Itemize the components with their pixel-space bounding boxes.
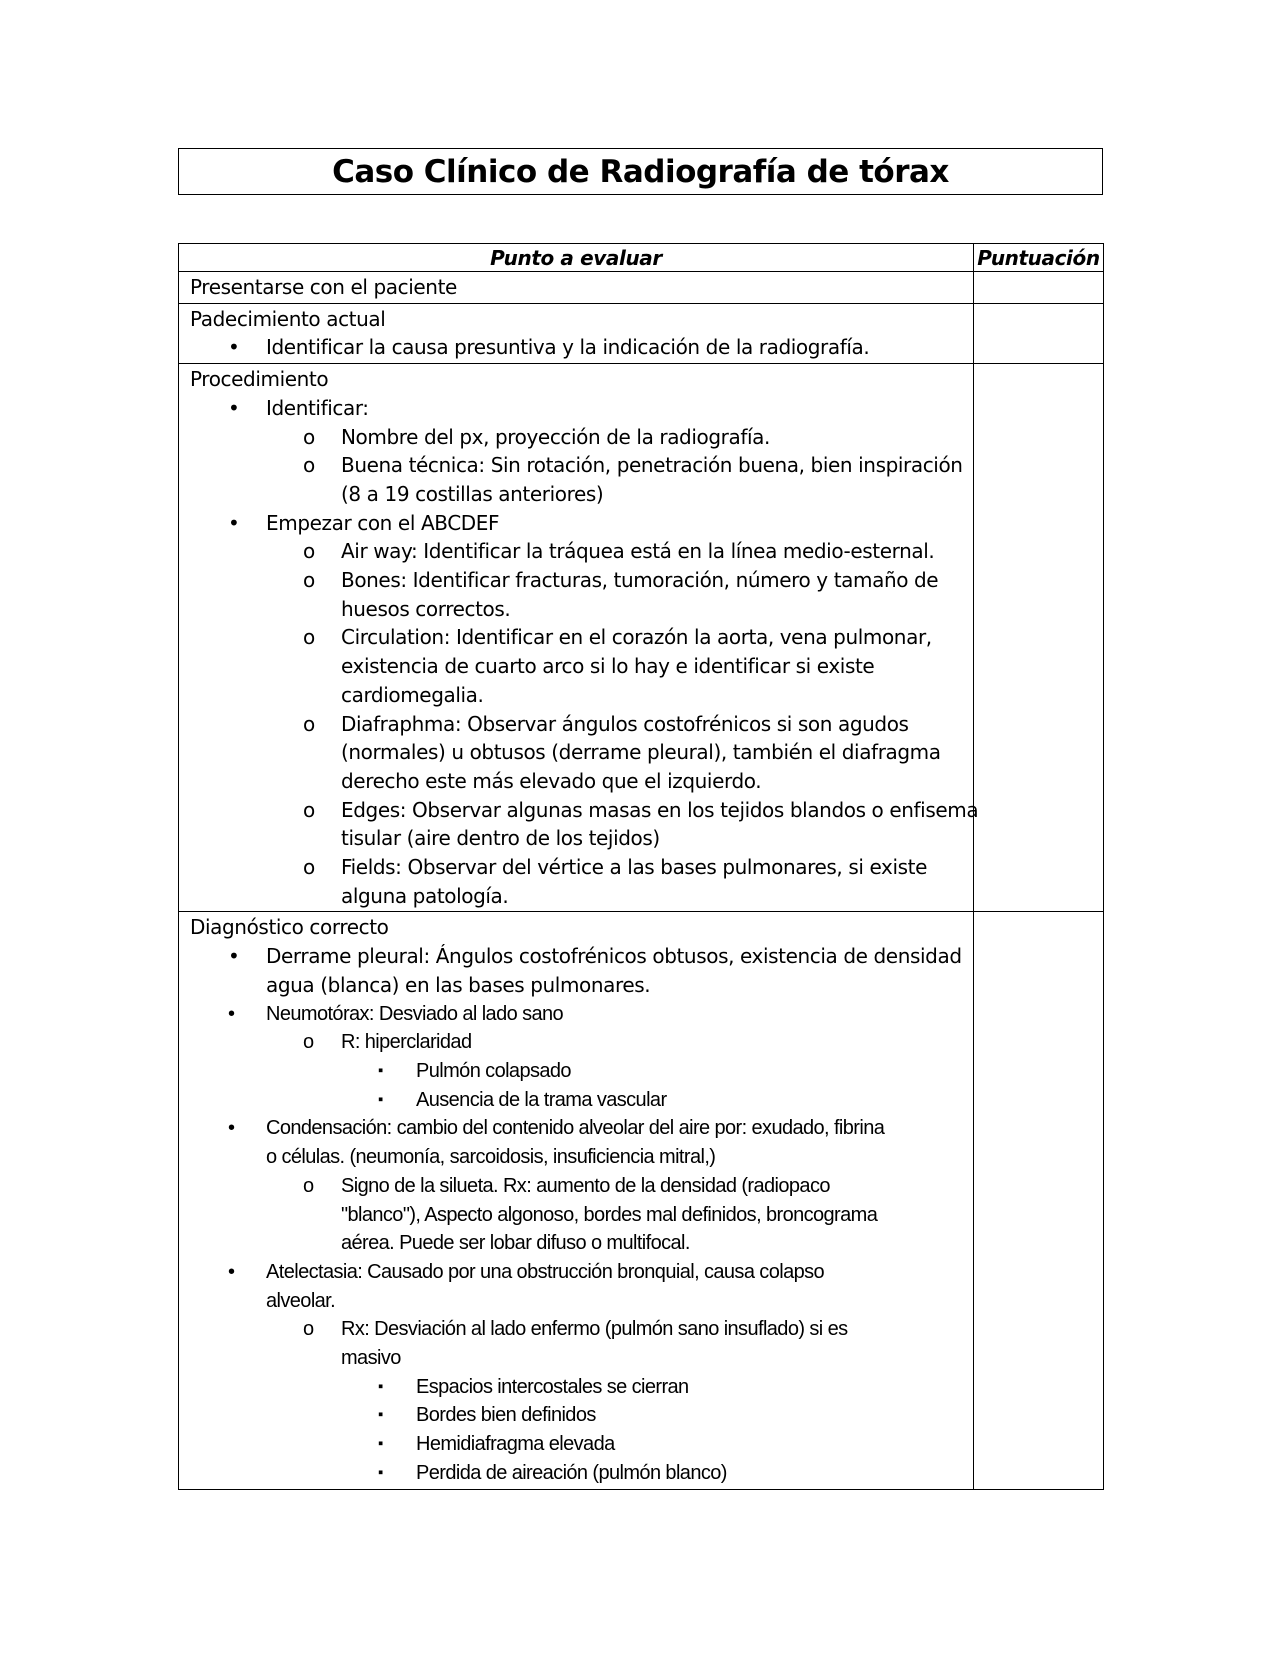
list-item	[190, 1086, 973, 1115]
list-item-text: Pulmón colapsado	[416, 1059, 571, 1082]
list-item-text: Diafraphma: Observar ángulos costofrénicos si son agudos	[341, 711, 909, 736]
list-item-text: R: hiperclaridad	[341, 1031, 472, 1054]
list-item-text: alveolar.	[266, 1289, 336, 1312]
criterion-cell	[179, 364, 979, 912]
list-item-text: Bordes bien definidos	[416, 1404, 596, 1427]
list-item-text: (8 a 19 costillas anteriores)	[341, 481, 604, 506]
list-item-text: Condensación: cambio del contenido alveolar del aire por: exudado, fibrina	[266, 1117, 885, 1140]
list-item	[190, 1114, 973, 1171]
square-bullet-icon: ▪	[378, 1061, 383, 1079]
score-cell[interactable]	[974, 303, 1104, 363]
criterion-cell	[179, 303, 974, 363]
criterion-heading: Padecimiento actual	[190, 306, 386, 331]
list-item	[190, 853, 973, 910]
table-row	[179, 364, 1104, 912]
list-item-text: Empezar con el ABCDEF	[266, 510, 500, 535]
criterion-heading: Presentarse con el paciente	[190, 275, 457, 299]
evaluation-table	[178, 243, 1104, 1490]
list-item-text: "blanco"), Aspecto algonoso, bordes mal definidos, broncograma	[341, 1203, 878, 1226]
score-cell[interactable]	[974, 272, 1104, 304]
circle-bullet-icon: o	[303, 1031, 314, 1054]
list-item-text: derecho este más elevado que el izquierdo.	[341, 768, 762, 793]
list-item-text: Neumotórax: Desviado al lado sano	[266, 1002, 564, 1025]
list-item-text: Signo de la silueta. Rx: aumento de la densidad (radiopaco	[341, 1174, 830, 1197]
list-item	[190, 1258, 973, 1315]
title-box	[178, 148, 1103, 195]
list-item	[190, 1459, 973, 1488]
square-bullet-icon: ▪	[378, 1377, 383, 1395]
table-row	[179, 272, 1104, 304]
list-item-text: Nombre del px, proyección de la radiografía.	[341, 424, 770, 449]
circle-bullet-icon: o	[303, 539, 315, 564]
list-item	[190, 509, 973, 538]
square-bullet-icon: ▪	[378, 1463, 383, 1481]
list-item-text: Atelectasia: Causado por una obstrucción bronquial, causa colapso	[266, 1260, 825, 1283]
list-item-text: Identificar:	[266, 395, 369, 420]
list-item	[190, 1373, 973, 1402]
list-item	[190, 1000, 973, 1029]
list-item-text: Derrame pleural: Ángulos costofrénicos obtusos, existencia de densidad	[266, 944, 962, 969]
header-score: Puntuación	[974, 244, 1104, 272]
list-item	[190, 1430, 973, 1459]
table-body	[179, 272, 1104, 1490]
criterion-heading: Diagnóstico correcto	[190, 915, 389, 940]
list-item-text: Perdida de aireación (pulmón blanco)	[416, 1461, 727, 1484]
list-item	[190, 394, 973, 423]
list-item-text: (normales) u obtusos (derrame pleural), también el diafragma	[341, 740, 941, 765]
bullet-icon: •	[228, 944, 240, 969]
square-bullet-icon: ▪	[378, 1406, 383, 1424]
list-item-text: Buena técnica: Sin rotación, penetración buena, bien inspiración	[341, 453, 963, 478]
score-cell[interactable]	[974, 364, 1104, 912]
list-item	[190, 942, 973, 999]
criterion-cell	[179, 912, 974, 1489]
list-item-text: tisular (aire dentro de los tejidos)	[341, 826, 660, 851]
list-item-text: aérea. Puede ser lobar difuso o multifocal.	[341, 1232, 690, 1255]
list-item-text: Identificar la causa presuntiva y la indicación de la radiografía.	[266, 335, 870, 360]
list-item	[190, 537, 973, 566]
document-title: Caso Clínico de Radiografía de tórax	[332, 153, 949, 190]
table-row	[179, 912, 1104, 1489]
square-bullet-icon: ▪	[378, 1090, 383, 1108]
circle-bullet-icon: o	[303, 797, 315, 822]
list-item-text: Espacios intercostales se cierran	[416, 1375, 689, 1398]
list-item	[190, 333, 973, 362]
bullet-icon: •	[228, 1002, 235, 1025]
square-bullet-icon: ▪	[378, 1435, 383, 1453]
list-item-text: cardiomegalia.	[341, 682, 484, 707]
list-item-text: Hemidiafragma elevada	[416, 1433, 615, 1456]
list-item-text: alguna patología.	[341, 883, 509, 908]
list-item	[190, 710, 973, 796]
circle-bullet-icon: o	[303, 625, 315, 650]
list-item-text: Edges: Observar algunas masas en los tejidos blandos o enfisema	[341, 797, 979, 822]
circle-bullet-icon: o	[303, 711, 315, 736]
circle-bullet-icon: o	[303, 855, 315, 880]
list-item	[190, 566, 973, 623]
bullet-icon: •	[228, 335, 240, 360]
bullet-icon: •	[228, 1260, 235, 1283]
circle-bullet-icon: o	[303, 1318, 314, 1341]
list-item-text: Fields: Observar del vértice a las bases pulmonares, si existe	[341, 855, 927, 880]
list-item-text: Circulation: Identificar en el corazón la aorta, vena pulmonar,	[341, 625, 932, 650]
list-item	[190, 796, 979, 853]
list-item	[190, 423, 973, 452]
list-item	[190, 1028, 973, 1057]
list-item-text: Rx: Desviación al lado enfermo (pulmón sano insuflado) si es	[341, 1318, 848, 1341]
list-item-text: agua (blanca) en las bases pulmonares.	[266, 972, 651, 997]
bullet-icon: •	[228, 510, 240, 535]
list-item-text: Ausencia de la trama vascular	[416, 1088, 667, 1111]
list-item	[190, 623, 973, 709]
list-item	[190, 1172, 973, 1258]
list-item-text: Bones: Identificar fracturas, tumoración, número y tamaño de	[341, 568, 939, 593]
circle-bullet-icon: o	[303, 424, 315, 449]
list-item-text: masivo	[341, 1347, 401, 1370]
list-item	[190, 451, 973, 508]
table-row	[179, 303, 1104, 363]
list-item	[190, 1401, 973, 1430]
table-header-row	[179, 244, 1104, 272]
header-point: Punto a evaluar	[179, 244, 974, 272]
score-cell[interactable]	[974, 912, 1104, 1489]
bullet-icon: •	[228, 395, 240, 420]
circle-bullet-icon: o	[303, 1174, 314, 1197]
bullet-icon: •	[228, 1117, 235, 1140]
criterion-cell	[179, 272, 974, 304]
circle-bullet-icon: o	[303, 453, 315, 478]
criterion-heading: Procedimiento	[190, 367, 329, 392]
list-item-text: existencia de cuarto arco si lo hay e identificar si existe	[341, 654, 875, 679]
list-item-text: o células. (neumonía, sarcoidosis, insuficiencia mitral,)	[266, 1146, 716, 1169]
list-item-text: huesos correctos.	[341, 596, 511, 621]
list-item	[190, 1057, 973, 1086]
list-item-text: Air way: Identificar la tráquea está en la línea medio-esternal.	[341, 539, 935, 564]
list-item	[190, 1315, 973, 1372]
circle-bullet-icon: o	[303, 568, 315, 593]
